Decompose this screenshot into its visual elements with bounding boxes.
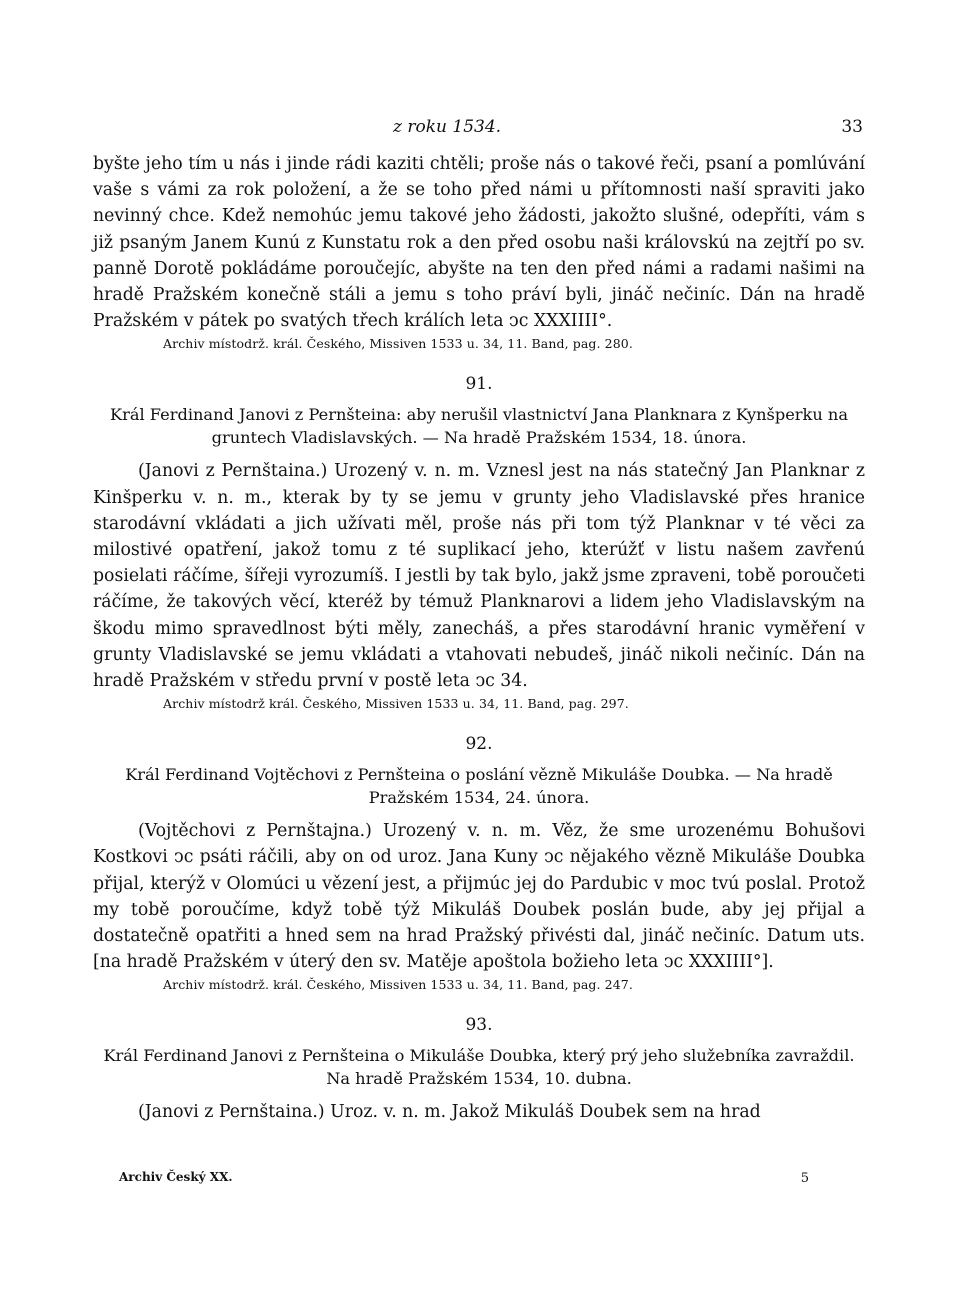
continuation-paragraph: byšte jeho tím u nás i jinde rádi kaziti chtěli; proše nás o takové řeči, psaní a pomlúvání vaše s vámi za rok položení, a že se toho před námi u přítomnosti naší spraviti jako nevinný chce. Kdež nemohúc jemu takové jeho žádosti, jakožto slušné, odepříti, vám s již psaným Janem Kunú z Kunstatu rok a den před osobu naši královskú na zejtří po sv. panně Dorotě pokládáme poroučejíc, abyšte na ten den před námi a radami našimi na hradě Pražském konečně stáli a jemu s toho práví byli, jináč nečiníc. Dán na hradě Pražském v pátek po svatých třech králích leta ↄc XXXIIII°. — [93, 154, 865, 332]
archive-source: Archiv místodrž. král. Českého, Missiven 1533 u. 34, 11. Band, pag. 247. — [163, 977, 633, 993]
document-regest: Král Ferdinand Vojtěchovi z Pernšteina o poslání vězně Mikuláše Doubka. — Na hradě Pražském 1534, 24. února. — [125, 765, 833, 807]
document-number: 93. — [465, 1015, 493, 1036]
volume-signature: Archiv Český XX. — [119, 1170, 233, 1184]
document-number: 91. — [465, 374, 493, 395]
document-text: (Vojtěchovi z Pernštajna.) Urozený v. n. m. Věz, že sme urozenému Bohušovi Kostkovi ↄc psáti ráčili, aby on od uroz. Jana Kuny ↄc nějakého vězně Mikuláše Doubka přijal, kterýž v Olomúci u vězení jest, a přijmúc jej do Pardubic v moc tvú poslal. Protož my tobě poroučíme, když tobě týž Mikuláš Doubek poslán bude, aby jej přijal a dostatečně opatřiti a hned sem na hrad Pražský přivésti dal, jináč nečiníc. Datum uts. [na hradě Pražském v úterý den sv. Matěje apoštola božieho leta ↄc XXXIIII°]. — [93, 821, 865, 973]
document-regest: Král Ferdinand Janovi z Pernšteina o Mikuláše Doubka, který prý jeho služebníka zavraždil. Na hradě Pražském 1534, 10. dubna. — [103, 1046, 855, 1088]
page-footer — [119, 1170, 809, 1184]
running-title: z roku 1534. — [393, 117, 502, 137]
page-header — [93, 115, 865, 143]
document-text: (Janovi z Pernštaina.) Uroz. v. n. m. Jakož Mikuláš Doubek sem na hrad — [138, 1102, 761, 1123]
document-text: (Janovi z Pernštaina.) Urozený v. n. m. Vznesl jest na nás statečný Jan Planknar z Kinšperku v. n. m., kterak by ty se jemu v grunty jeho Vladislavské přes hranice starodávní vkládati a jich užívati měl, proše nás při tom týž Planknar v té věci za milostivé opatření, jakož tomu z té suplikací jeho, kterúžť v listu našem zavřenú posielati ráčíme, šířeji vyrozumíš. I jestli by tak bylo, jakž jsme zpraveni, tobě poroučeti ráčíme, že takových věcí, kteréž by témuž Planknarovi a lidem jeho Vladislavským na škodu mimo spravedlnost býti měly, zanecháš, a přes starodávní hranic vyměření v grunty Vladislavské se jemu vkládati a vtahovati nebudeš, jináč nikoli nečiníc. Dán na hradě Pražském v středu první v postě leta ↄc 34. — [93, 461, 865, 692]
document-page — [93, 115, 865, 1126]
document-number: 92. — [465, 734, 493, 755]
archive-source: Archiv místodrž král. Českého, Missiven 1533 u. 34, 11. Band, pag. 297. — [163, 696, 629, 712]
page-number: 33 — [841, 117, 863, 137]
archive-source: Archiv místodrž. král. Českého, Missiven 1533 u. 34, 11. Band, pag. 280. — [163, 336, 633, 352]
document-regest: Král Ferdinand Janovi z Pernšteina: aby nerušil vlastnictví Jana Planknara z Kynšperku na gruntech Vladislavských. — Na hradě Pražském 1534, 18. února. — [110, 405, 848, 447]
sheet-number: 5 — [800, 1171, 809, 1186]
